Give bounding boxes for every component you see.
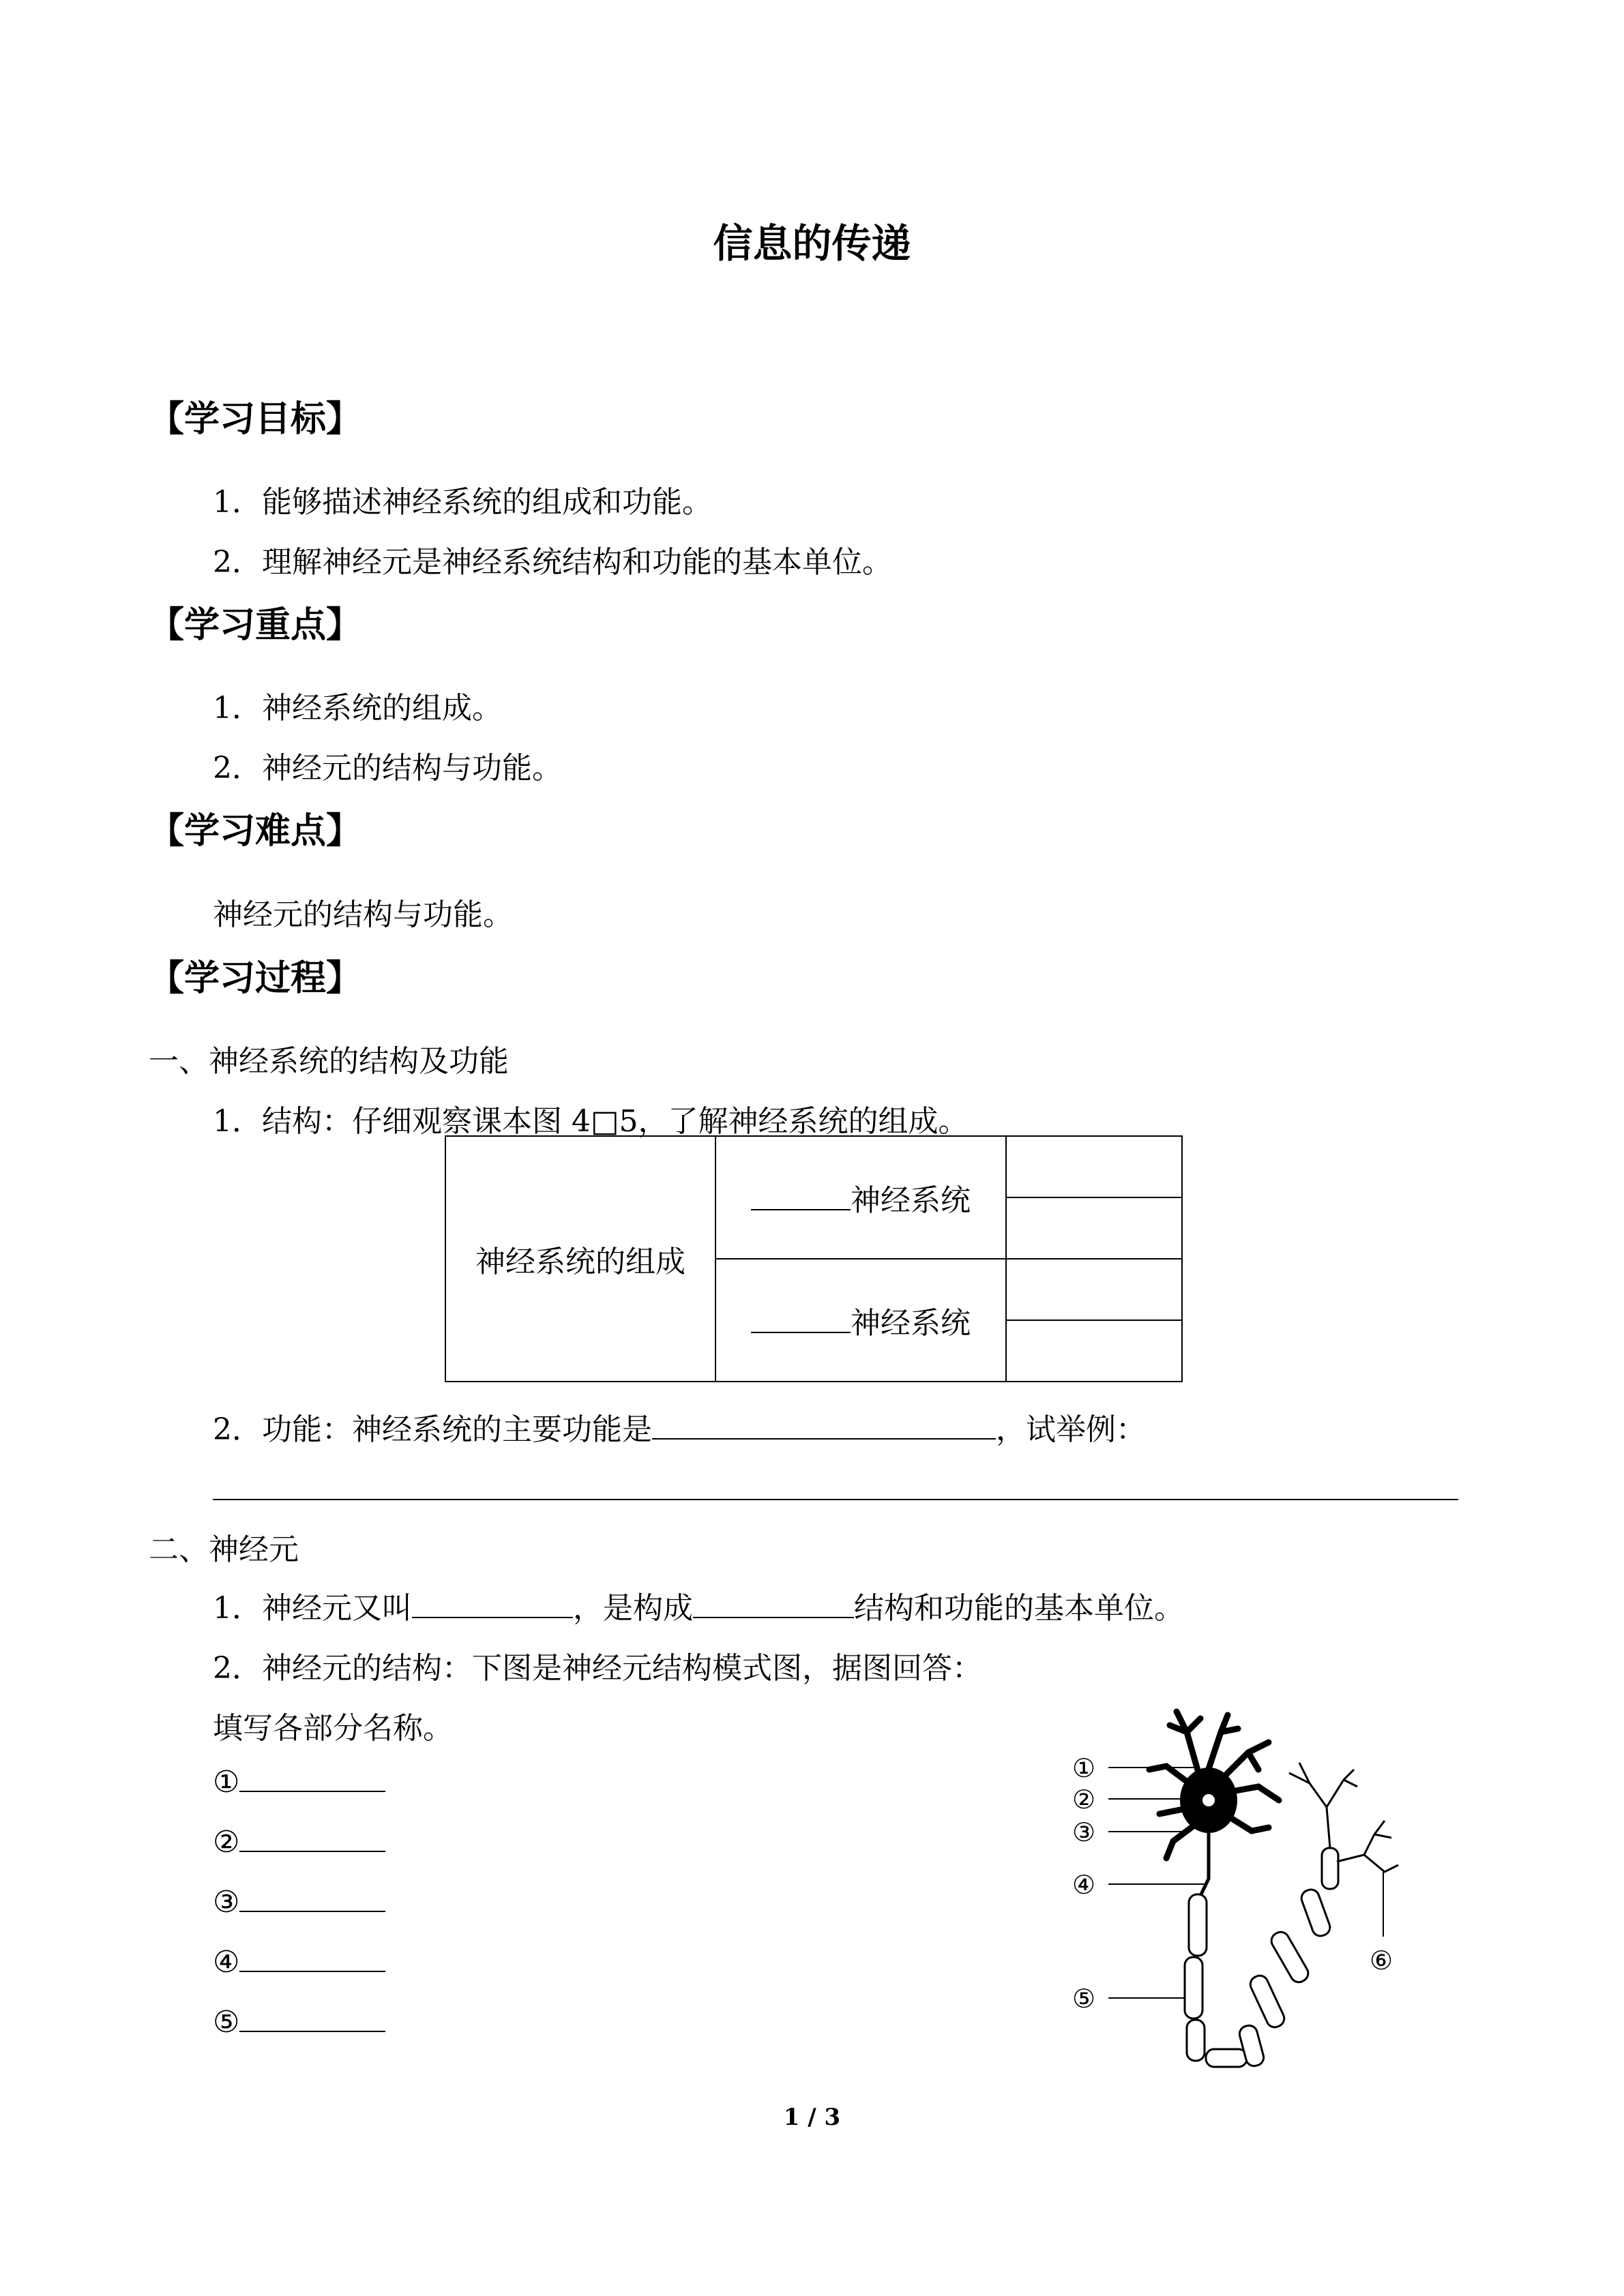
neuron-alias-blank[interactable] (412, 1590, 573, 1618)
answer-line-4: ④ (213, 1943, 385, 1980)
label-5: ⑤ (1072, 1984, 1096, 2014)
axon-terminals (1289, 1763, 1398, 1872)
process-heading: 【学习过程】 (149, 958, 362, 999)
label-leaders (1108, 1768, 1383, 1998)
example-answer-line[interactable] (213, 1499, 1458, 1500)
table-blank-cell[interactable] (1006, 1136, 1182, 1197)
axon (1200, 1831, 1209, 1896)
goal-item-2: 2．理解神经元是神经系统结构和功能的基本单位。 (213, 545, 892, 580)
nucleus (1202, 1793, 1215, 1807)
answer-line-5: ⑤ (213, 2003, 385, 2040)
part1-title: 一、神经系统的结构及功能 (149, 1044, 509, 1079)
answer-line-3: ③ (213, 1883, 385, 1920)
neuron-diagram (1064, 1705, 1419, 2087)
part1-q1: 1．结构：仔细观察课本图 4□5，了解神经系统的组成。 (213, 1104, 969, 1139)
label-3: ③ (1072, 1817, 1096, 1847)
answer-blank[interactable] (239, 2003, 385, 2032)
page-title: 信息的传递 (713, 220, 911, 267)
label-4: ④ (1072, 1870, 1096, 1900)
difficulty-text: 神经元的结构与功能。 (213, 897, 513, 932)
label-6: ⑥ (1370, 1945, 1393, 1976)
answer-blank[interactable] (239, 1883, 385, 1912)
table-row1-cell: 神经系统 (715, 1136, 1006, 1259)
answer-blank[interactable] (239, 1943, 385, 1972)
part2-title: 二、神经元 (149, 1532, 299, 1567)
function-blank[interactable] (652, 1411, 996, 1440)
answer-blank[interactable] (239, 1763, 385, 1792)
answer-line-1: ① (213, 1763, 385, 1800)
part1-q2: 2．功能：神经系统的主要功能是 ，试举例： (213, 1412, 1146, 1447)
table-row2-cell: 神经系统 (715, 1259, 1006, 1382)
answer-line-2: ② (213, 1823, 385, 1860)
nervous-system-table (445, 1135, 1183, 1382)
structure-blank[interactable] (693, 1590, 854, 1618)
key-item-1: 1．神经系统的组成。 (213, 691, 502, 726)
label-2: ② (1072, 1785, 1096, 1815)
page-number: 1 / 3 (783, 2104, 841, 2131)
part2-q2: 2．神经元的结构：下图是神经元结构模式图，据图回答： (213, 1651, 982, 1686)
table-blank-cell[interactable] (1006, 1197, 1182, 1259)
key-item-2: 2．神经元的结构与功能。 (213, 751, 562, 786)
table-left-cell: 神经系统的组成 (445, 1136, 715, 1382)
goals-heading: 【学习目标】 (149, 399, 362, 440)
label-1: ① (1072, 1753, 1096, 1783)
goal-item-1: 1．能够描述神经系统的组成和功能。 (213, 485, 712, 520)
table-blank-cell[interactable] (1006, 1320, 1182, 1382)
table-blank-cell[interactable] (1006, 1259, 1182, 1320)
key-heading: 【学习重点】 (149, 605, 362, 646)
difficulty-heading: 【学习难点】 (149, 811, 362, 852)
row2-blank[interactable] (751, 1304, 851, 1333)
part2-q1: 1．神经元又叫 ，是构成 结构和功能的基本单位。 (213, 1591, 1184, 1626)
row1-blank[interactable] (751, 1182, 851, 1210)
fill-instruction: 填写各部分名称。 (213, 1711, 453, 1746)
answer-blank[interactable] (239, 1823, 385, 1852)
